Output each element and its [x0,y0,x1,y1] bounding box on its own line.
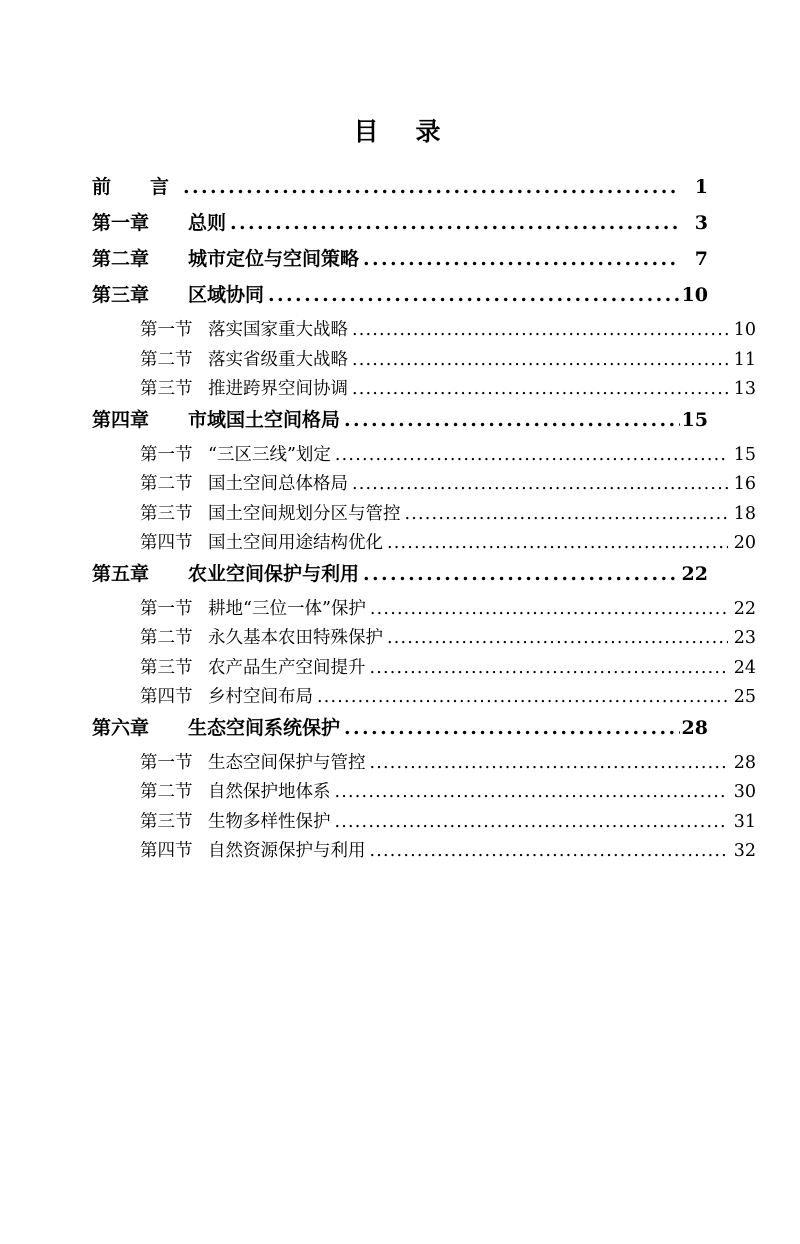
toc-entry-label: 落实省级重大战略 [208,349,348,370]
toc-entry-page: 28 [733,752,756,773]
toc-entry-label: 城市定位与空间策略 [188,248,360,270]
toc-entry-label: 区域协同 [188,284,265,306]
toc-leader-dots [370,755,729,773]
toc-entry[interactable] [92,503,756,524]
toc-entry-number: 第四节 [140,533,193,553]
toc-leader-dots [405,506,729,524]
toc-entry-label: 前 言 [92,176,180,198]
toc-entry-label: 总则 [188,212,227,234]
toc-entry-label: 农产品生产空间提升 [208,657,366,678]
toc-entry-label: 国土空间用途结构优化 [208,533,383,553]
toc-entry[interactable] [92,214,708,233]
toc-entry-label: 耕地“三位一体”保护 [208,598,366,619]
toc-entry-number: 第二节 [140,474,193,494]
toc-entry-number: 第六章 [92,716,150,739]
toc-entry-page: 16 [733,474,756,494]
toc-entry-number: 第二节 [140,349,193,370]
toc-entry-page: 22 [681,562,708,585]
toc-leader-dots [363,565,680,584]
toc-entry[interactable] [92,476,756,494]
toc-entry-number: 第一节 [140,444,193,465]
toc-entry-page: 28 [681,716,708,739]
toc-entry-label: 市域国土空间格局 [188,408,341,431]
document-page [0,112,800,1244]
toc-entry-label: 农业空间保护与利用 [188,562,360,585]
toc-entry-number: 第一节 [140,598,193,619]
toc-entry-page: 13 [733,379,756,399]
toc-entry[interactable] [92,178,708,197]
toc-entry[interactable] [92,250,708,269]
toc-leader-dots [370,843,729,861]
toc-entry-label: 生态空间系统保护 [188,716,341,739]
toc-entry-number: 第一节 [140,320,193,340]
toc-entry-page: 10 [681,284,708,306]
toc-leader-dots [352,381,728,399]
toc-entry[interactable] [92,322,756,340]
toc-entry-label: 自然保护地体系 [208,782,331,802]
toc-entry-page: 30 [733,782,756,802]
toc-entry-page: 25 [733,687,756,707]
toc-leader-dots [335,447,728,465]
toc-entry-number: 第二章 [92,248,150,270]
toc-leader-dots [335,814,729,832]
toc-entry-label: 生态空间保护与管控 [208,752,366,773]
toc-entry-label: 国土空间总体格局 [208,474,348,494]
toc-entry-page: 23 [733,628,756,648]
toc-entry[interactable] [92,752,756,773]
toc-entry[interactable] [92,535,756,553]
toc-entry-page: 22 [733,598,756,619]
toc-leader-dots [352,476,728,494]
toc-entry-page: 31 [733,811,756,832]
toc-leader-dots [183,178,680,197]
toc-entry[interactable] [92,408,708,431]
toc-entry-page: 18 [733,503,756,524]
toc-leader-dots [344,411,680,430]
toc-entry-number: 第一章 [92,212,150,234]
toc-entry-label: “三区三线”划定 [208,444,331,465]
toc-entry-number: 第一节 [140,752,193,773]
toc-leader-dots [230,214,680,233]
toc-entry-number: 第四节 [140,841,193,861]
toc-entry[interactable] [92,444,756,465]
toc-entry-page: 11 [733,349,756,370]
toc-leader-dots [363,250,680,269]
toc-entry[interactable] [92,716,708,739]
toc-entry-label: 落实国家重大战略 [208,320,348,340]
toc-entry-label: 永久基本农田特殊保护 [208,628,383,648]
toc-entry-number: 第三节 [140,503,193,524]
toc-entry-label: 自然资源保护与利用 [208,841,366,861]
toc-entry-number: 第三节 [140,657,193,678]
toc-entry-number: 第三节 [140,811,193,832]
toc-entry-page: 1 [694,176,708,198]
toc-entry-page: 32 [733,841,756,861]
toc-leader-dots [335,784,729,802]
toc-leader-dots [370,660,729,678]
page-title: 目 录 [353,117,447,146]
toc-entry-number: 第四章 [92,408,150,431]
toc-leader-dots [344,719,680,738]
table-of-contents [92,176,756,861]
toc-leader-dots [387,630,728,648]
toc-entry-number: 第五章 [92,562,150,585]
toc-entry-label: 乡村空间布局 [208,687,313,707]
toc-entry-page: 15 [733,444,756,465]
toc-leader-dots [268,286,680,305]
toc-entry-number: 第二节 [140,782,193,802]
toc-leader-dots [387,535,728,553]
toc-entry[interactable] [92,381,756,399]
toc-entry-number: 第三节 [140,379,193,399]
toc-entry-page: 3 [694,212,708,234]
toc-leader-dots [352,322,728,340]
toc-entry-label: 生物多样性保护 [208,811,331,832]
toc-entry[interactable] [92,562,708,585]
toc-entry[interactable] [92,811,756,832]
toc-entry-number: 第三章 [92,284,150,306]
toc-entry-page: 10 [733,320,756,340]
toc-leader-dots [317,689,728,707]
toc-entry[interactable] [92,657,756,678]
toc-entry-number: 第二节 [140,628,193,648]
toc-entry-label: 推进跨界空间协调 [208,379,348,399]
toc-entry-page: 20 [733,533,756,553]
toc-leader-dots [352,352,728,370]
toc-leader-dots [370,601,728,619]
toc-entry[interactable] [92,598,756,619]
toc-entry[interactable] [92,784,756,802]
toc-entry-label: 国土空间规划分区与管控 [208,503,401,524]
toc-entry[interactable] [92,286,708,305]
toc-entry-page: 7 [694,248,708,270]
toc-entry[interactable] [92,843,756,861]
toc-entry-page: 15 [681,408,708,431]
toc-entry[interactable] [92,689,756,707]
toc-entry-number: 第四节 [140,687,193,707]
toc-entry[interactable] [92,349,756,370]
toc-entry-page: 24 [733,657,756,678]
toc-entry[interactable] [92,630,756,648]
